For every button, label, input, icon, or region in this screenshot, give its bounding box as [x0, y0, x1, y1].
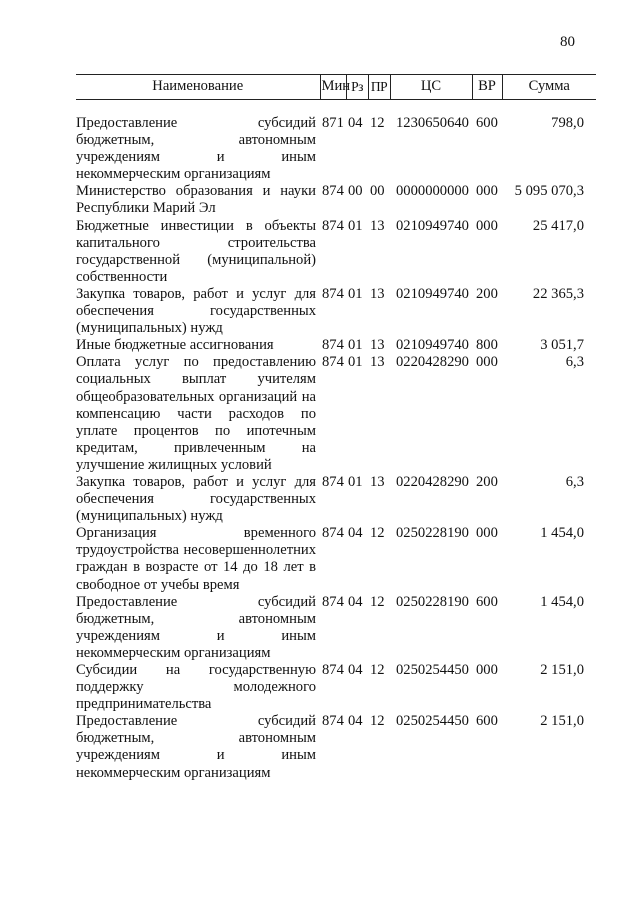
row-name: Организация временного трудоустройства несовершеннолетних граждан в возрасте от 14 до 18 лет в свободное от учебы время: [76, 525, 316, 593]
row-cs: 0210949740: [396, 285, 469, 302]
row-min: 874: [322, 662, 344, 678]
row-name: Предоставление субсидий бюджетным, автономным учреждениям и иным некоммерческим организациям: [76, 713, 316, 781]
header-pr: ПР: [368, 75, 390, 100]
row-rz: 01: [348, 217, 363, 234]
row-rz: 04: [348, 713, 363, 730]
row-name: Иные бюджетные ассигнования: [76, 337, 274, 354]
row-pr: 12: [370, 662, 385, 678]
row-name: Предоставление субсидий бюджетным, автономным учреждениям и иным некоммерческим организациям: [76, 593, 316, 661]
row-min: 874: [322, 354, 344, 371]
row-pr: 12: [370, 593, 385, 610]
row-sum: 1 454,0: [540, 525, 584, 542]
header-name: Наименование: [76, 75, 320, 100]
table-row: [76, 713, 596, 781]
row-min: 874: [322, 713, 344, 730]
row-vr: 000: [476, 183, 498, 200]
row-pr: 12: [370, 115, 385, 131]
row-min: 874: [322, 217, 344, 234]
row-cs: 1230650640: [396, 115, 469, 131]
row-min: 874: [322, 593, 344, 610]
row-vr: 000: [476, 662, 498, 678]
row-min: 874: [322, 525, 344, 542]
row-rz: 01: [348, 473, 363, 490]
row-vr: 200: [476, 285, 498, 302]
table-row: [76, 662, 596, 713]
header-rz: Рз: [346, 75, 368, 100]
row-pr: 12: [370, 713, 385, 730]
row-name: Бюджетные инвестиции в объекты капитального строительства государственной (муниципальной) собственности: [76, 217, 316, 285]
row-vr: 000: [476, 217, 498, 234]
row-rz: 01: [348, 354, 363, 371]
row-name: Закупка товаров, работ и услуг для обеспечения государственных (муниципальных) нужд: [76, 473, 316, 525]
row-pr: 00: [370, 183, 385, 200]
table-row: [76, 354, 596, 474]
row-pr: 13: [370, 473, 385, 490]
header-cs: ЦС: [390, 75, 472, 100]
row-min: 874: [322, 183, 344, 200]
row-vr: 600: [476, 713, 498, 730]
header-min: Мин: [320, 75, 346, 100]
row-vr: 600: [476, 593, 498, 610]
row-vr: 600: [476, 115, 498, 131]
row-rz: 00: [348, 183, 363, 200]
row-cs: 0000000000: [396, 183, 469, 200]
table-row: [76, 474, 596, 525]
row-sum: 1 454,0: [540, 593, 584, 610]
table-row: [76, 337, 596, 354]
row-cs: 0220428290: [396, 473, 469, 490]
row-vr: 000: [476, 525, 498, 542]
row-min: 874: [322, 473, 344, 490]
row-name: Оплата услуг по предоставлению социальных выплат учителям общеобразовательных организаций на компенсацию части расходов по уплате процентов по ипотечным кредитам, привлеченным на улучшение жилищных условий: [76, 354, 316, 473]
row-cs: 0210949740: [396, 337, 469, 354]
row-pr: 13: [370, 217, 385, 234]
table-row: [76, 286, 596, 337]
page-number: 80: [560, 34, 575, 50]
row-name: Закупка товаров, работ и услуг для обеспечения государственных (муниципальных) нужд: [76, 285, 316, 337]
header-spacer: [76, 100, 596, 116]
table-row: [76, 218, 596, 286]
row-pr: 12: [370, 525, 385, 542]
row-rz: 04: [348, 662, 363, 678]
row-cs: 0250228190: [396, 593, 469, 610]
row-sum: 2 151,0: [540, 713, 584, 730]
row-min: 874: [322, 285, 344, 302]
row-sum: 2 151,0: [540, 662, 584, 678]
row-vr: 800: [476, 337, 498, 354]
row-rz: 01: [348, 337, 363, 354]
header-sum: Сумма: [502, 75, 596, 100]
row-rz: 04: [348, 593, 363, 610]
row-name: Министерство образования и науки Республики Марий Эл: [76, 183, 316, 217]
table-row: [76, 525, 596, 593]
row-rz: 04: [348, 525, 363, 542]
header-row: [76, 75, 596, 100]
row-name: Предоставление субсидий бюджетным, автономным учреждениям и иным некоммерческим организациям: [76, 115, 316, 183]
row-sum: 22 365,3: [532, 285, 584, 302]
row-sum: 3 051,7: [540, 337, 584, 354]
row-vr: 200: [476, 473, 498, 490]
row-sum: 798,0: [551, 115, 584, 131]
row-min: 871: [322, 115, 344, 131]
row-cs: 0250254450: [396, 662, 469, 678]
row-sum: 6,3: [565, 354, 584, 371]
row-rz: 01: [348, 285, 363, 302]
row-cs: 0210949740: [396, 217, 469, 234]
table-row: [76, 594, 596, 662]
row-vr: 000: [476, 354, 498, 371]
budget-table: [76, 74, 596, 782]
table-body: [76, 100, 596, 782]
row-min: 874: [322, 337, 344, 354]
row-cs: 0250228190: [396, 525, 469, 542]
table-row: [76, 115, 596, 183]
row-sum: 25 417,0: [532, 217, 584, 234]
row-pr: 13: [370, 285, 385, 302]
row-name: Субсидии на государственную поддержку молодежного предпринимательства: [76, 662, 316, 713]
row-pr: 13: [370, 337, 385, 354]
table-header: [76, 75, 596, 100]
row-cs: 0250254450: [396, 713, 469, 730]
header-vr: ВР: [472, 75, 502, 100]
table-row: [76, 183, 596, 217]
row-pr: 13: [370, 354, 385, 371]
row-rz: 04: [348, 115, 363, 131]
row-sum: 6,3: [565, 473, 584, 490]
row-sum: 5 095 070,3: [514, 183, 584, 200]
row-cs: 0220428290: [396, 354, 469, 371]
